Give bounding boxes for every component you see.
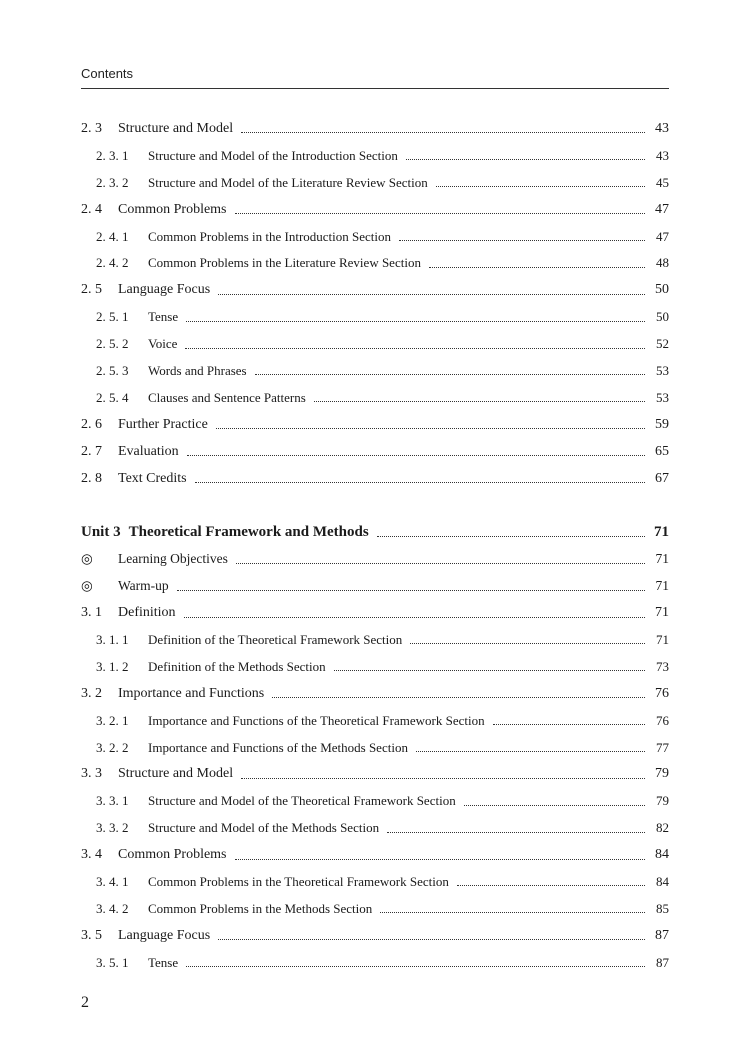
- toc-entry-title: Text Credits: [118, 470, 187, 486]
- toc-entry-page: 52: [656, 336, 669, 352]
- toc-entry-number: 3. 1. 2: [96, 658, 129, 674]
- toc-entry-title: Further Practice: [118, 416, 208, 432]
- toc-entry-number: 2. 6: [81, 416, 102, 432]
- toc-entry-title: Common Problems in the Theoretical Framework Section: [148, 874, 449, 890]
- toc-entry-title: Warm-up: [118, 578, 169, 594]
- toc-entry-number: 2. 4: [81, 201, 102, 217]
- dot-leader: [493, 723, 645, 725]
- dot-leader: [218, 293, 645, 295]
- toc-entry[interactable]: [81, 681, 669, 708]
- dot-leader: [410, 642, 645, 644]
- toc-entry[interactable]: [81, 466, 669, 493]
- toc-entry-title: Structure and Model of the Introduction Section: [148, 147, 398, 163]
- toc-entry[interactable]: [81, 654, 669, 681]
- toc-entry[interactable]: [81, 600, 669, 627]
- toc-entry[interactable]: [81, 143, 669, 170]
- dot-leader: [241, 777, 645, 779]
- dot-leader: [186, 320, 645, 322]
- toc-entry-page: 50: [656, 309, 669, 325]
- toc-entry-number: 2. 8: [81, 470, 102, 486]
- running-header: Contents: [81, 66, 134, 81]
- toc-entry[interactable]: [81, 358, 669, 385]
- dot-leader: [464, 804, 645, 806]
- dot-leader: [236, 562, 645, 564]
- dot-leader: [272, 696, 645, 698]
- toc-entry-title: Language Focus: [118, 282, 211, 298]
- toc-entry-number: 3. 4: [81, 847, 102, 863]
- toc-entry-number: 2. 5. 3: [96, 363, 129, 379]
- toc-entry-number: Unit 3: [81, 524, 121, 541]
- toc-entry-page: 76: [655, 685, 669, 701]
- toc-entry-title: Importance and Functions of the Theoretical Framework Section: [148, 712, 485, 728]
- toc-entry[interactable]: [81, 170, 669, 197]
- toc-entry-number: 2. 7: [81, 443, 102, 459]
- toc-entry-number: 3. 1: [81, 605, 102, 621]
- toc-entry[interactable]: [81, 331, 669, 358]
- toc-entry-page: 65: [655, 443, 669, 459]
- toc-entry-number: 2. 4. 1: [96, 228, 129, 244]
- dot-leader: [177, 589, 645, 591]
- toc-entry-page: 76: [656, 712, 669, 728]
- circle-bullet-icon: ◎: [81, 578, 93, 594]
- toc-entry-number: 2. 3. 2: [96, 174, 129, 190]
- dot-leader: [218, 938, 645, 940]
- toc-entry-page: 53: [656, 389, 669, 405]
- toc-entry-page: 71: [655, 551, 669, 567]
- toc-entry-title: Importance and Functions of the Methods Section: [148, 739, 408, 755]
- toc-entry-number: 3. 2. 2: [96, 739, 129, 755]
- toc-entry-number: 3. 4. 2: [96, 900, 129, 916]
- toc-entry-page: 53: [656, 363, 669, 379]
- toc-entry-page: 71: [655, 578, 669, 594]
- toc-entry-page: 77: [656, 739, 669, 755]
- toc-entry-page: 50: [655, 282, 669, 298]
- toc-entry-page: 79: [656, 793, 669, 809]
- toc-entry[interactable]: [81, 573, 669, 600]
- toc-entry-page: 87: [655, 927, 669, 943]
- toc-entry-number: 3. 4. 1: [96, 874, 129, 890]
- dot-leader: [377, 535, 645, 537]
- toc-entry-title: Structure and Model: [118, 766, 234, 782]
- toc-entry[interactable]: [81, 708, 669, 735]
- toc-entry-page: 79: [655, 766, 669, 782]
- toc-entry[interactable]: [81, 304, 669, 331]
- toc-entry[interactable]: [81, 761, 669, 788]
- dot-leader: [429, 266, 645, 268]
- toc-entry[interactable]: [81, 250, 669, 277]
- toc-entry-number: 2. 5: [81, 282, 102, 298]
- dot-leader: [184, 616, 645, 618]
- circle-bullet-icon: ◎: [81, 551, 93, 567]
- toc-entry[interactable]: [81, 869, 669, 896]
- toc-entry-page: 43: [655, 121, 669, 136]
- header-rule: [81, 88, 669, 89]
- toc-entry-title: Tense: [148, 309, 179, 325]
- toc-entry-number: 2. 3: [81, 121, 102, 136]
- toc-entry-page: 84: [655, 847, 669, 863]
- toc-entry-title: Theoretical Framework and Methods: [128, 524, 369, 541]
- toc-entry[interactable]: [81, 224, 669, 251]
- toc-entry[interactable]: [81, 412, 669, 439]
- toc-entry-title: Learning Objectives: [118, 551, 228, 567]
- toc-entry-number: 3. 1. 1: [96, 632, 129, 648]
- toc-entry-number: 3. 2. 1: [96, 712, 129, 728]
- toc-entry-number: 2. 3. 1: [96, 147, 129, 163]
- toc-entry-title: Language Focus: [118, 927, 211, 943]
- toc-entry-title: Common Problems in the Introduction Section: [148, 228, 392, 244]
- toc-entry-number: 3. 5: [81, 927, 102, 943]
- dot-leader: [195, 481, 645, 483]
- dot-leader: [235, 212, 645, 214]
- toc-entry-title: Voice: [148, 336, 178, 352]
- toc-entry-page: 87: [656, 954, 669, 970]
- toc-entry-page: 48: [656, 255, 669, 271]
- toc-entry[interactable]: [81, 439, 669, 466]
- toc-entry-title: Definition of the Theoretical Framework Section: [148, 632, 403, 648]
- dot-leader: [436, 185, 645, 187]
- toc-entry-number: 3. 3. 1: [96, 793, 129, 809]
- toc-entry-title: Words and Phrases: [148, 363, 247, 379]
- page-number: 2: [81, 994, 89, 1011]
- toc-entry-page: 45: [656, 174, 669, 190]
- toc-entry-title: Structure and Model: [118, 121, 234, 136]
- toc-entry[interactable]: [81, 546, 669, 573]
- toc-entry-title: Definition of the Methods Section: [148, 658, 326, 674]
- toc-entry-title: Common Problems: [118, 201, 227, 217]
- toc-entry-number: 3. 3. 2: [96, 820, 129, 836]
- toc-entry-title: Common Problems: [118, 847, 227, 863]
- dot-leader: [186, 965, 645, 967]
- toc-entry-title: Common Problems in the Literature Review Section: [148, 255, 421, 271]
- toc-entry[interactable]: [81, 842, 669, 869]
- toc-entry-page: 85: [656, 900, 669, 916]
- toc-entry-title: Structure and Model of the Theoretical Framework Section: [148, 793, 456, 809]
- toc-entry-title: Structure and Model of the Methods Section: [148, 820, 380, 836]
- toc-entry-title: Structure and Model of the Literature Review Section: [148, 174, 428, 190]
- toc-entry[interactable]: [81, 385, 669, 412]
- toc-entry-page: 71: [656, 632, 669, 648]
- toc-entry-page: 59: [655, 416, 669, 432]
- toc-entry-number: 2. 5. 4: [96, 389, 129, 405]
- dot-leader: [187, 454, 645, 456]
- toc-entry[interactable]: [81, 815, 669, 842]
- dot-leader: [457, 884, 645, 886]
- toc-entry[interactable]: [81, 788, 669, 815]
- toc-entry-number: 2. 5. 1: [96, 309, 129, 325]
- toc-entry-page: 47: [656, 228, 669, 244]
- toc-entry[interactable]: [81, 197, 669, 224]
- toc-entry-page: 73: [656, 658, 669, 674]
- dot-leader: [387, 831, 645, 833]
- toc-entry[interactable]: [81, 950, 669, 977]
- toc-entry-title: Importance and Functions: [118, 685, 265, 701]
- toc-entry-page: 84: [656, 874, 669, 890]
- toc-unit-heading[interactable]: [81, 519, 669, 546]
- toc-entry-title: Clauses and Sentence Patterns: [148, 389, 306, 405]
- toc-entry-number: 3. 3: [81, 766, 102, 782]
- toc-entry-number: 2. 4. 2: [96, 255, 129, 271]
- toc-entry[interactable]: [81, 735, 669, 762]
- dot-leader: [241, 131, 645, 133]
- dot-leader: [334, 669, 645, 671]
- dot-leader: [235, 858, 645, 860]
- toc-entry[interactable]: [81, 627, 669, 654]
- toc-entry[interactable]: [81, 277, 669, 304]
- toc-entry-title: Definition: [118, 605, 176, 621]
- dot-leader: [380, 911, 645, 913]
- toc-entry-title: Evaluation: [118, 443, 179, 459]
- toc-entry-page: 82: [656, 820, 669, 836]
- table-of-contents: [81, 116, 669, 977]
- toc-entry-page: 71: [654, 524, 669, 541]
- toc-entry-title: Tense: [148, 954, 179, 970]
- toc-entry[interactable]: [81, 116, 669, 143]
- dot-leader: [255, 373, 645, 375]
- dot-leader: [399, 239, 645, 241]
- dot-leader: [416, 750, 645, 752]
- toc-entry-page: 67: [655, 470, 669, 486]
- toc-entry-page: 71: [655, 605, 669, 621]
- toc-entry-number: 3. 2: [81, 685, 102, 701]
- dot-leader: [406, 158, 645, 160]
- toc-entry-number: 2. 5. 2: [96, 336, 129, 352]
- toc-entry-page: 43: [656, 147, 669, 163]
- toc-entry[interactable]: [81, 923, 669, 950]
- dot-leader: [314, 400, 645, 402]
- toc-entry-title: Common Problems in the Methods Section: [148, 900, 373, 916]
- toc-entry-page: 47: [655, 201, 669, 217]
- dot-leader: [216, 427, 645, 429]
- dot-leader: [185, 347, 645, 349]
- toc-entry[interactable]: [81, 896, 669, 923]
- toc-entry-number: 3. 5. 1: [96, 954, 129, 970]
